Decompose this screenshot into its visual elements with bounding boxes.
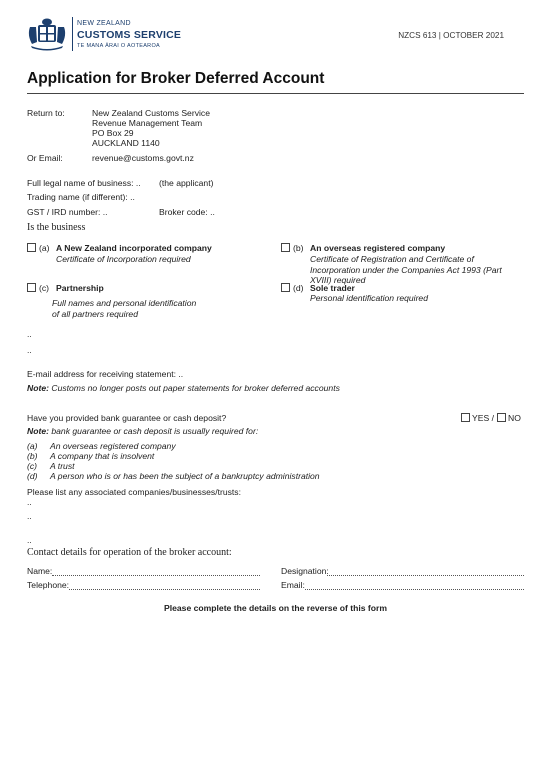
business-blank-line2[interactable]: .. [27, 345, 32, 355]
trading-name-field[interactable]: Trading name (if different): .. [27, 192, 135, 202]
yes-label: YES / [472, 413, 494, 423]
return-address-line1: New Zealand Customs Service [92, 108, 210, 118]
org-name-line1: NEW ZEALAND [77, 20, 131, 27]
option-b-note: Certificate of Registration and Certificate of Incorporation under the Companies Act 1993 (Part XVIII) required [310, 254, 502, 285]
associated-blank-line1[interactable]: .. [27, 497, 32, 507]
no-checkbox[interactable] [497, 413, 506, 422]
option-c-letter: (c) [39, 283, 50, 293]
form-reference: NZCS 613 | OCTOBER 2021 [398, 31, 504, 40]
option-d-checkbox[interactable] [281, 283, 290, 292]
contact-email-field[interactable] [305, 589, 524, 590]
associated-blank-line2[interactable]: .. [27, 511, 32, 521]
customs-crest-logo [27, 17, 67, 51]
option-d-letter: (d) [293, 283, 304, 293]
option-c-note: Full names and personal identification of all partners required [52, 298, 197, 319]
associated-prompt: Please list any associated companies/businesses/trusts: [27, 487, 241, 497]
page-title: Application for Broker Deferred Account [27, 70, 325, 87]
option-a-checkbox[interactable] [27, 243, 36, 252]
contact-telephone-field[interactable] [69, 589, 260, 590]
contact-name-field[interactable] [52, 575, 260, 576]
reverse-instruction: Please complete the details on the reverse of this form [163, 603, 388, 613]
guarantee-item-d-letter: (d) [27, 471, 38, 481]
guarantee-item-c-text: A trust [50, 461, 75, 471]
statement-note-text: Customs no longer posts out paper statements for broker deferred accounts [51, 383, 340, 393]
org-name-line2: CUSTOMS SERVICE [77, 29, 182, 41]
statement-note [27, 383, 340, 393]
statement-note-label: Note: [27, 383, 49, 393]
yes-checkbox[interactable] [461, 413, 470, 422]
guarantee-item-a-letter: (a) [27, 441, 38, 451]
return-email: revenue@customs.govt.nz [92, 153, 194, 163]
return-address-line4: AUCKLAND 1140 [92, 138, 160, 148]
contact-email-label: Email: [281, 580, 305, 590]
guarantee-item-c-letter: (c) [27, 461, 38, 471]
associated-blank-line3[interactable]: .. [27, 535, 32, 545]
option-b-letter: (b) [293, 243, 304, 253]
gst-ird-field[interactable]: GST / IRD number: .. [27, 207, 108, 217]
guarantee-note-label: Note: [27, 426, 49, 436]
contact-designation-field[interactable] [327, 575, 524, 576]
option-c-title: Partnership [56, 283, 104, 293]
option-b-checkbox[interactable] [281, 243, 290, 252]
contact-heading: Contact details for operation of the broker account: [27, 547, 232, 558]
return-address-line3: PO Box 29 [92, 128, 134, 138]
email-label: Or Email: [27, 153, 63, 163]
option-b-title: An overseas registered company [310, 243, 446, 253]
option-d-note: Personal identification required [310, 293, 428, 303]
option-d-title: Sole trader [310, 283, 355, 293]
business-blank-line1[interactable]: .. [27, 329, 32, 339]
broker-code-field[interactable]: Broker code: .. [159, 207, 215, 217]
legal-name-field[interactable]: Full legal name of business: .. [27, 178, 141, 188]
no-label: NO [508, 413, 521, 423]
contact-designation-label: Designation: [281, 566, 329, 576]
header-divider [72, 17, 73, 51]
option-a-letter: (a) [39, 243, 50, 253]
guarantee-item-d-text: A person who is or has been the subject of a bankruptcy administration [50, 471, 320, 481]
guarantee-note [27, 426, 258, 436]
guarantee-question: Have you provided bank guarantee or cash deposit? [27, 413, 227, 423]
contact-telephone-label: Telephone: [27, 580, 70, 590]
return-address-line2: Revenue Management Team [92, 118, 203, 128]
option-a-title: A New Zealand incorporated company [56, 243, 212, 253]
is-business-heading: Is the business [27, 222, 86, 233]
title-rule [27, 93, 524, 94]
option-c-checkbox[interactable] [27, 283, 36, 292]
option-a-note: Certificate of Incorporation required [56, 254, 191, 264]
guarantee-note-text: bank guarantee or cash deposit is usually required for: [51, 426, 259, 436]
org-name-line3: TE MANA ĀRAI O AOTEAROA [77, 43, 161, 49]
guarantee-item-a-text: An overseas registered company [50, 441, 176, 451]
contact-name-label: Name: [27, 566, 53, 576]
applicant-note: (the applicant) [159, 178, 214, 188]
guarantee-item-b-letter: (b) [27, 451, 38, 461]
guarantee-item-b-text: A company that is insolvent [50, 451, 155, 461]
return-to-label: Return to: [27, 108, 65, 118]
statement-email-field[interactable]: E-mail address for receiving statement: .. [27, 369, 184, 379]
